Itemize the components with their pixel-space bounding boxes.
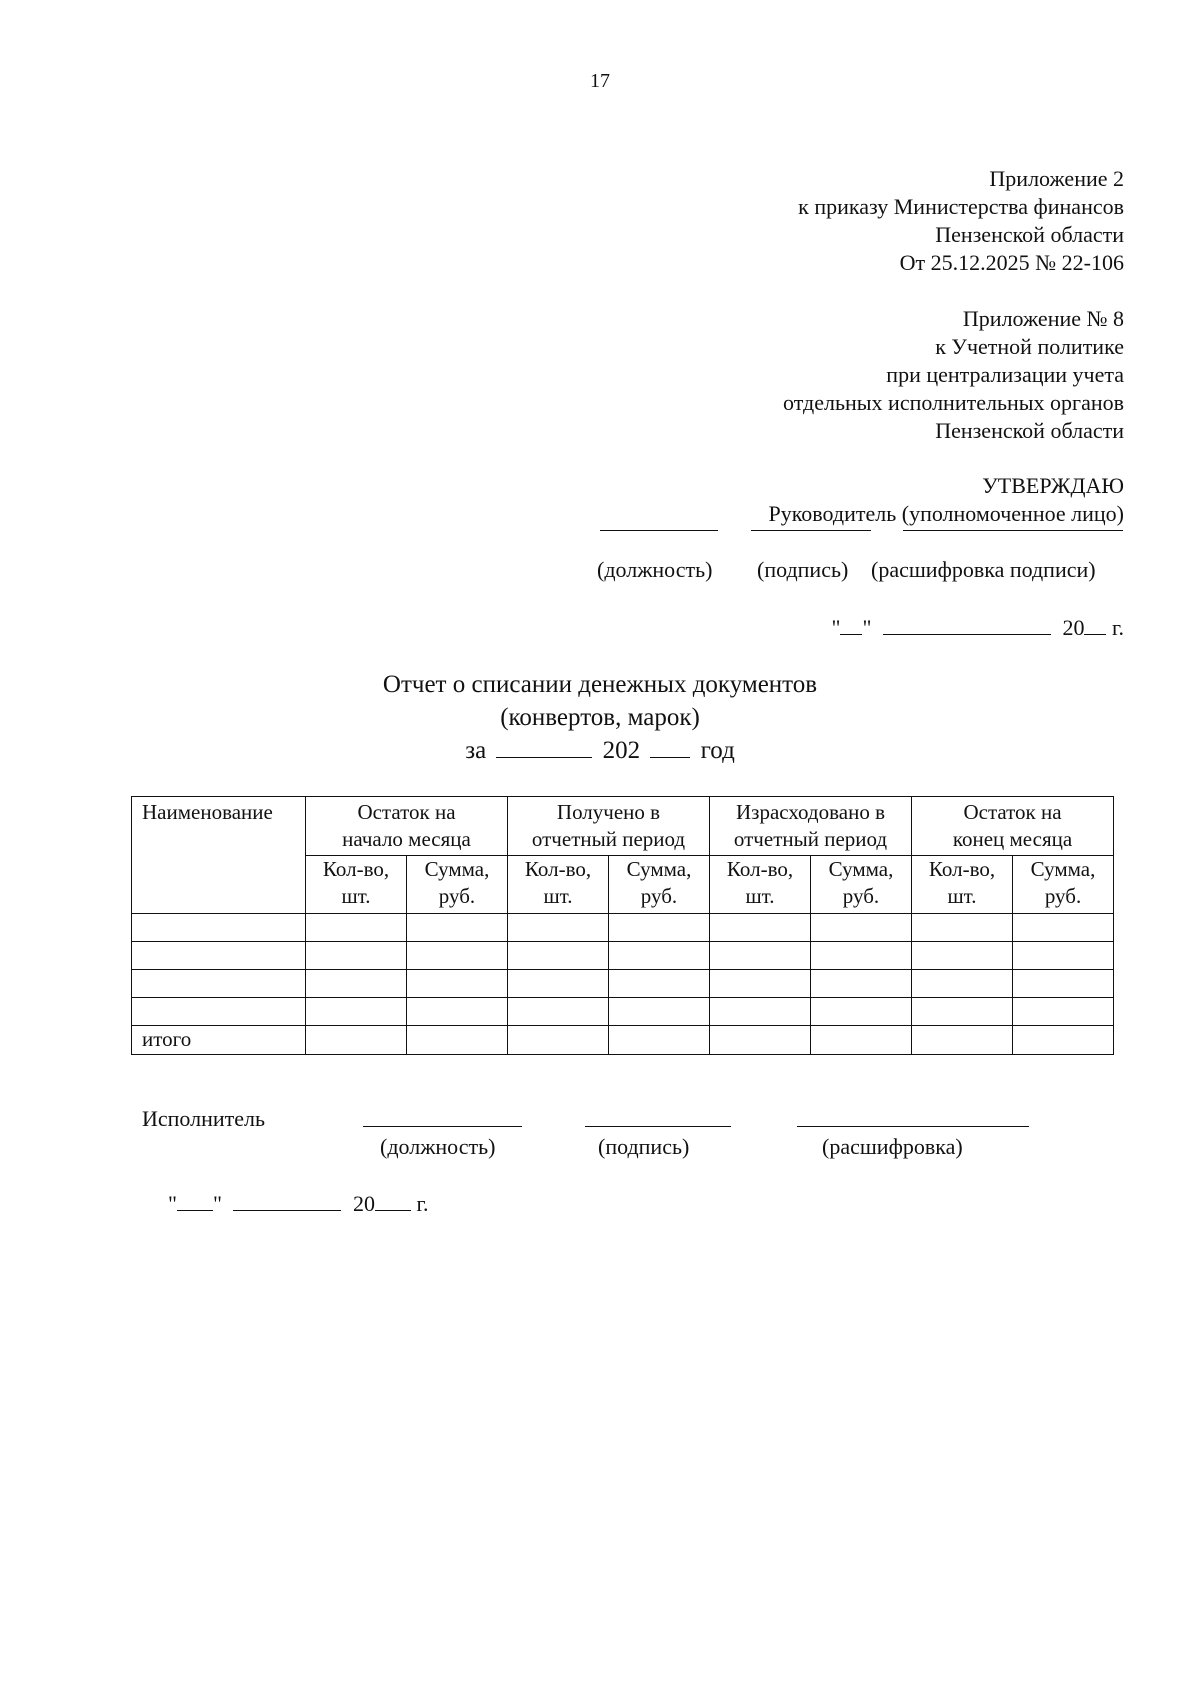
table-cell[interactable] — [508, 998, 609, 1026]
header-qty-unit: шт. — [543, 884, 573, 908]
table-cell[interactable] — [1013, 970, 1114, 998]
table-cell[interactable] — [710, 942, 811, 970]
table-row — [132, 970, 1114, 998]
table-cell[interactable] — [912, 970, 1013, 998]
header-group-line: Остаток на — [357, 800, 456, 824]
header-sum — [1013, 856, 1114, 914]
date-year-suffix: г. — [1111, 615, 1124, 640]
header-group-line: начало месяца — [342, 827, 471, 851]
header-sum — [609, 856, 710, 914]
table-cell[interactable] — [407, 942, 508, 970]
table-cell[interactable] — [306, 1026, 407, 1055]
table-cell[interactable] — [306, 914, 407, 942]
table-row — [132, 942, 1114, 970]
table-cell[interactable] — [912, 998, 1013, 1026]
executor-position-caption: (должность) — [380, 1134, 496, 1159]
table-cell[interactable] — [710, 914, 811, 942]
executor-position-line[interactable] — [363, 1126, 522, 1127]
report-title-line1: Отчет о списании денежных документов — [382, 671, 818, 698]
policy-line: при централизации учета — [886, 362, 1124, 387]
header-qty-line: Кол-во, — [524, 857, 592, 881]
table-cell[interactable] — [407, 914, 508, 942]
header-group-line: конец месяца — [952, 827, 1073, 851]
date-quote-open: " — [168, 1191, 177, 1216]
report-period — [0, 734, 1200, 767]
table-cell[interactable] — [407, 970, 508, 998]
table-cell[interactable] — [811, 942, 912, 970]
approval-title: УТВЕРЖДАЮ — [982, 473, 1124, 498]
header-qty — [306, 856, 407, 914]
approval-subtitle: Руководитель (уполномоченное лицо) — [768, 501, 1124, 526]
header-sum-line: Сумма, — [828, 857, 894, 881]
table-cell[interactable] — [508, 914, 609, 942]
header-group-received — [508, 797, 710, 856]
header-qty-line: Кол-во, — [322, 857, 390, 881]
header-group-line: отчетный период — [733, 827, 888, 851]
header-sum-unit: руб. — [438, 884, 476, 908]
table-cell[interactable] — [710, 1026, 811, 1055]
policy-block — [783, 305, 1124, 445]
date-year-prefix: 20 — [352, 1191, 375, 1216]
header-qty-unit: шт. — [947, 884, 977, 908]
header-name: Наименование — [132, 797, 306, 914]
date-day-blank[interactable] — [177, 1190, 213, 1211]
date-month-blank[interactable] — [883, 614, 1051, 635]
table-cell[interactable] — [132, 970, 306, 998]
table-cell[interactable] — [306, 942, 407, 970]
date-year-suffix: г. — [416, 1191, 429, 1216]
header-group-line: Получено в — [556, 800, 661, 824]
header-sum-line: Сумма, — [424, 857, 490, 881]
table-cell[interactable] — [609, 942, 710, 970]
table-cell[interactable] — [811, 998, 912, 1026]
table-cell[interactable] — [912, 942, 1013, 970]
table-cell[interactable] — [407, 1026, 508, 1055]
date-month-blank[interactable] — [233, 1190, 341, 1211]
header-group-closing-balance — [912, 797, 1114, 856]
approval-signature-line[interactable] — [751, 530, 871, 531]
report-table — [131, 796, 1114, 1055]
table-row — [132, 914, 1114, 942]
table-cell[interactable] — [508, 970, 609, 998]
date-quote-close: " — [212, 1191, 222, 1216]
table-total-row — [132, 1026, 1114, 1055]
approval-position-line[interactable] — [600, 530, 718, 531]
header-qty-unit: шт. — [745, 884, 775, 908]
header-sum-unit: руб. — [842, 884, 880, 908]
table-cell[interactable] — [132, 914, 306, 942]
table-cell[interactable] — [407, 998, 508, 1026]
table-cell[interactable] — [132, 942, 306, 970]
header-sum — [811, 856, 912, 914]
date-quote-open: " — [831, 615, 841, 640]
approval-block — [768, 472, 1124, 528]
approval-position-caption: (должность) — [597, 557, 713, 582]
table-cell[interactable] — [912, 1026, 1013, 1055]
approval-decode-line[interactable] — [903, 530, 1123, 531]
executor-signature-caption: (подпись) — [598, 1134, 690, 1159]
table-cell[interactable] — [609, 1026, 710, 1055]
table-cell[interactable] — [306, 998, 407, 1026]
table-cell[interactable] — [1013, 914, 1114, 942]
executor-decode-line[interactable] — [797, 1126, 1029, 1127]
header-sum-unit: руб. — [640, 884, 678, 908]
total-label: итого — [132, 1026, 306, 1055]
policy-line: к Учетной политике — [935, 334, 1124, 359]
header-sum-line: Сумма, — [1030, 857, 1096, 881]
appendix-block — [798, 165, 1124, 277]
table-cell[interactable] — [811, 1026, 912, 1055]
approval-decode-caption: (расшифровка подписи) — [871, 557, 1096, 582]
executor-signature-line[interactable] — [585, 1126, 731, 1127]
table-cell[interactable] — [508, 1026, 609, 1055]
table-cell[interactable] — [609, 998, 710, 1026]
header-qty-line: Кол-во, — [928, 857, 996, 881]
approval-signature-caption: (подпись) — [757, 557, 849, 582]
policy-line: Пензенской области — [935, 418, 1124, 443]
date-day-blank[interactable] — [840, 614, 862, 635]
table-cell[interactable] — [132, 998, 306, 1026]
period-month-blank[interactable] — [496, 737, 592, 758]
page-number: 17 — [590, 70, 610, 92]
header-sum — [407, 856, 508, 914]
appendix-line: Приложение 2 — [989, 166, 1124, 191]
table-cell[interactable] — [609, 914, 710, 942]
executor-label: Исполнитель — [142, 1106, 266, 1131]
table-cell[interactable] — [710, 998, 811, 1026]
header-qty — [912, 856, 1013, 914]
period-year: 202 — [602, 737, 641, 764]
table-row — [132, 998, 1114, 1026]
date-year-blank[interactable] — [375, 1190, 411, 1211]
header-sum-line: Сумма, — [626, 857, 692, 881]
table-cell[interactable] — [811, 914, 912, 942]
header-group-line: Израсходовано в — [736, 800, 885, 824]
approval-date — [831, 614, 1124, 641]
table-cell[interactable] — [710, 970, 811, 998]
period-prefix: за — [465, 737, 487, 764]
header-qty — [508, 856, 609, 914]
date-year-blank[interactable] — [1084, 614, 1106, 635]
policy-line: Приложение № 8 — [962, 306, 1124, 331]
appendix-line: От 25.12.2025 № 22-106 — [899, 250, 1124, 275]
header-group-spent — [710, 797, 912, 856]
table-cell[interactable] — [306, 970, 407, 998]
report-title — [0, 668, 1200, 767]
header-qty-unit: шт. — [341, 884, 371, 908]
table-cell[interactable] — [811, 970, 912, 998]
period-suffix: год — [700, 737, 735, 764]
table-cell[interactable] — [1013, 1026, 1114, 1055]
report-title-line2: (конвертов, марок) — [500, 704, 700, 731]
date-quote-close: " — [862, 615, 872, 640]
header-group-line: отчетный период — [531, 827, 686, 851]
appendix-line: к приказу Министерства финансов — [798, 194, 1124, 219]
header-qty — [710, 856, 811, 914]
header-group-line: Остаток на — [963, 800, 1062, 824]
header-sum-unit: руб. — [1044, 884, 1082, 908]
table-cell[interactable] — [1013, 942, 1114, 970]
appendix-line: Пензенской области — [935, 222, 1124, 247]
policy-line: отдельных исполнительных органов — [783, 390, 1124, 415]
executor-date — [168, 1190, 429, 1217]
table-cell[interactable] — [508, 942, 609, 970]
table-cell[interactable] — [912, 914, 1013, 942]
header-qty-line: Кол-во, — [726, 857, 794, 881]
executor-decode-caption: (расшифровка) — [822, 1134, 963, 1159]
period-year-blank[interactable] — [650, 737, 690, 758]
date-year-prefix: 20 — [1062, 615, 1085, 640]
table-cell[interactable] — [609, 970, 710, 998]
table-cell[interactable] — [1013, 998, 1114, 1026]
header-group-opening-balance — [306, 797, 508, 856]
